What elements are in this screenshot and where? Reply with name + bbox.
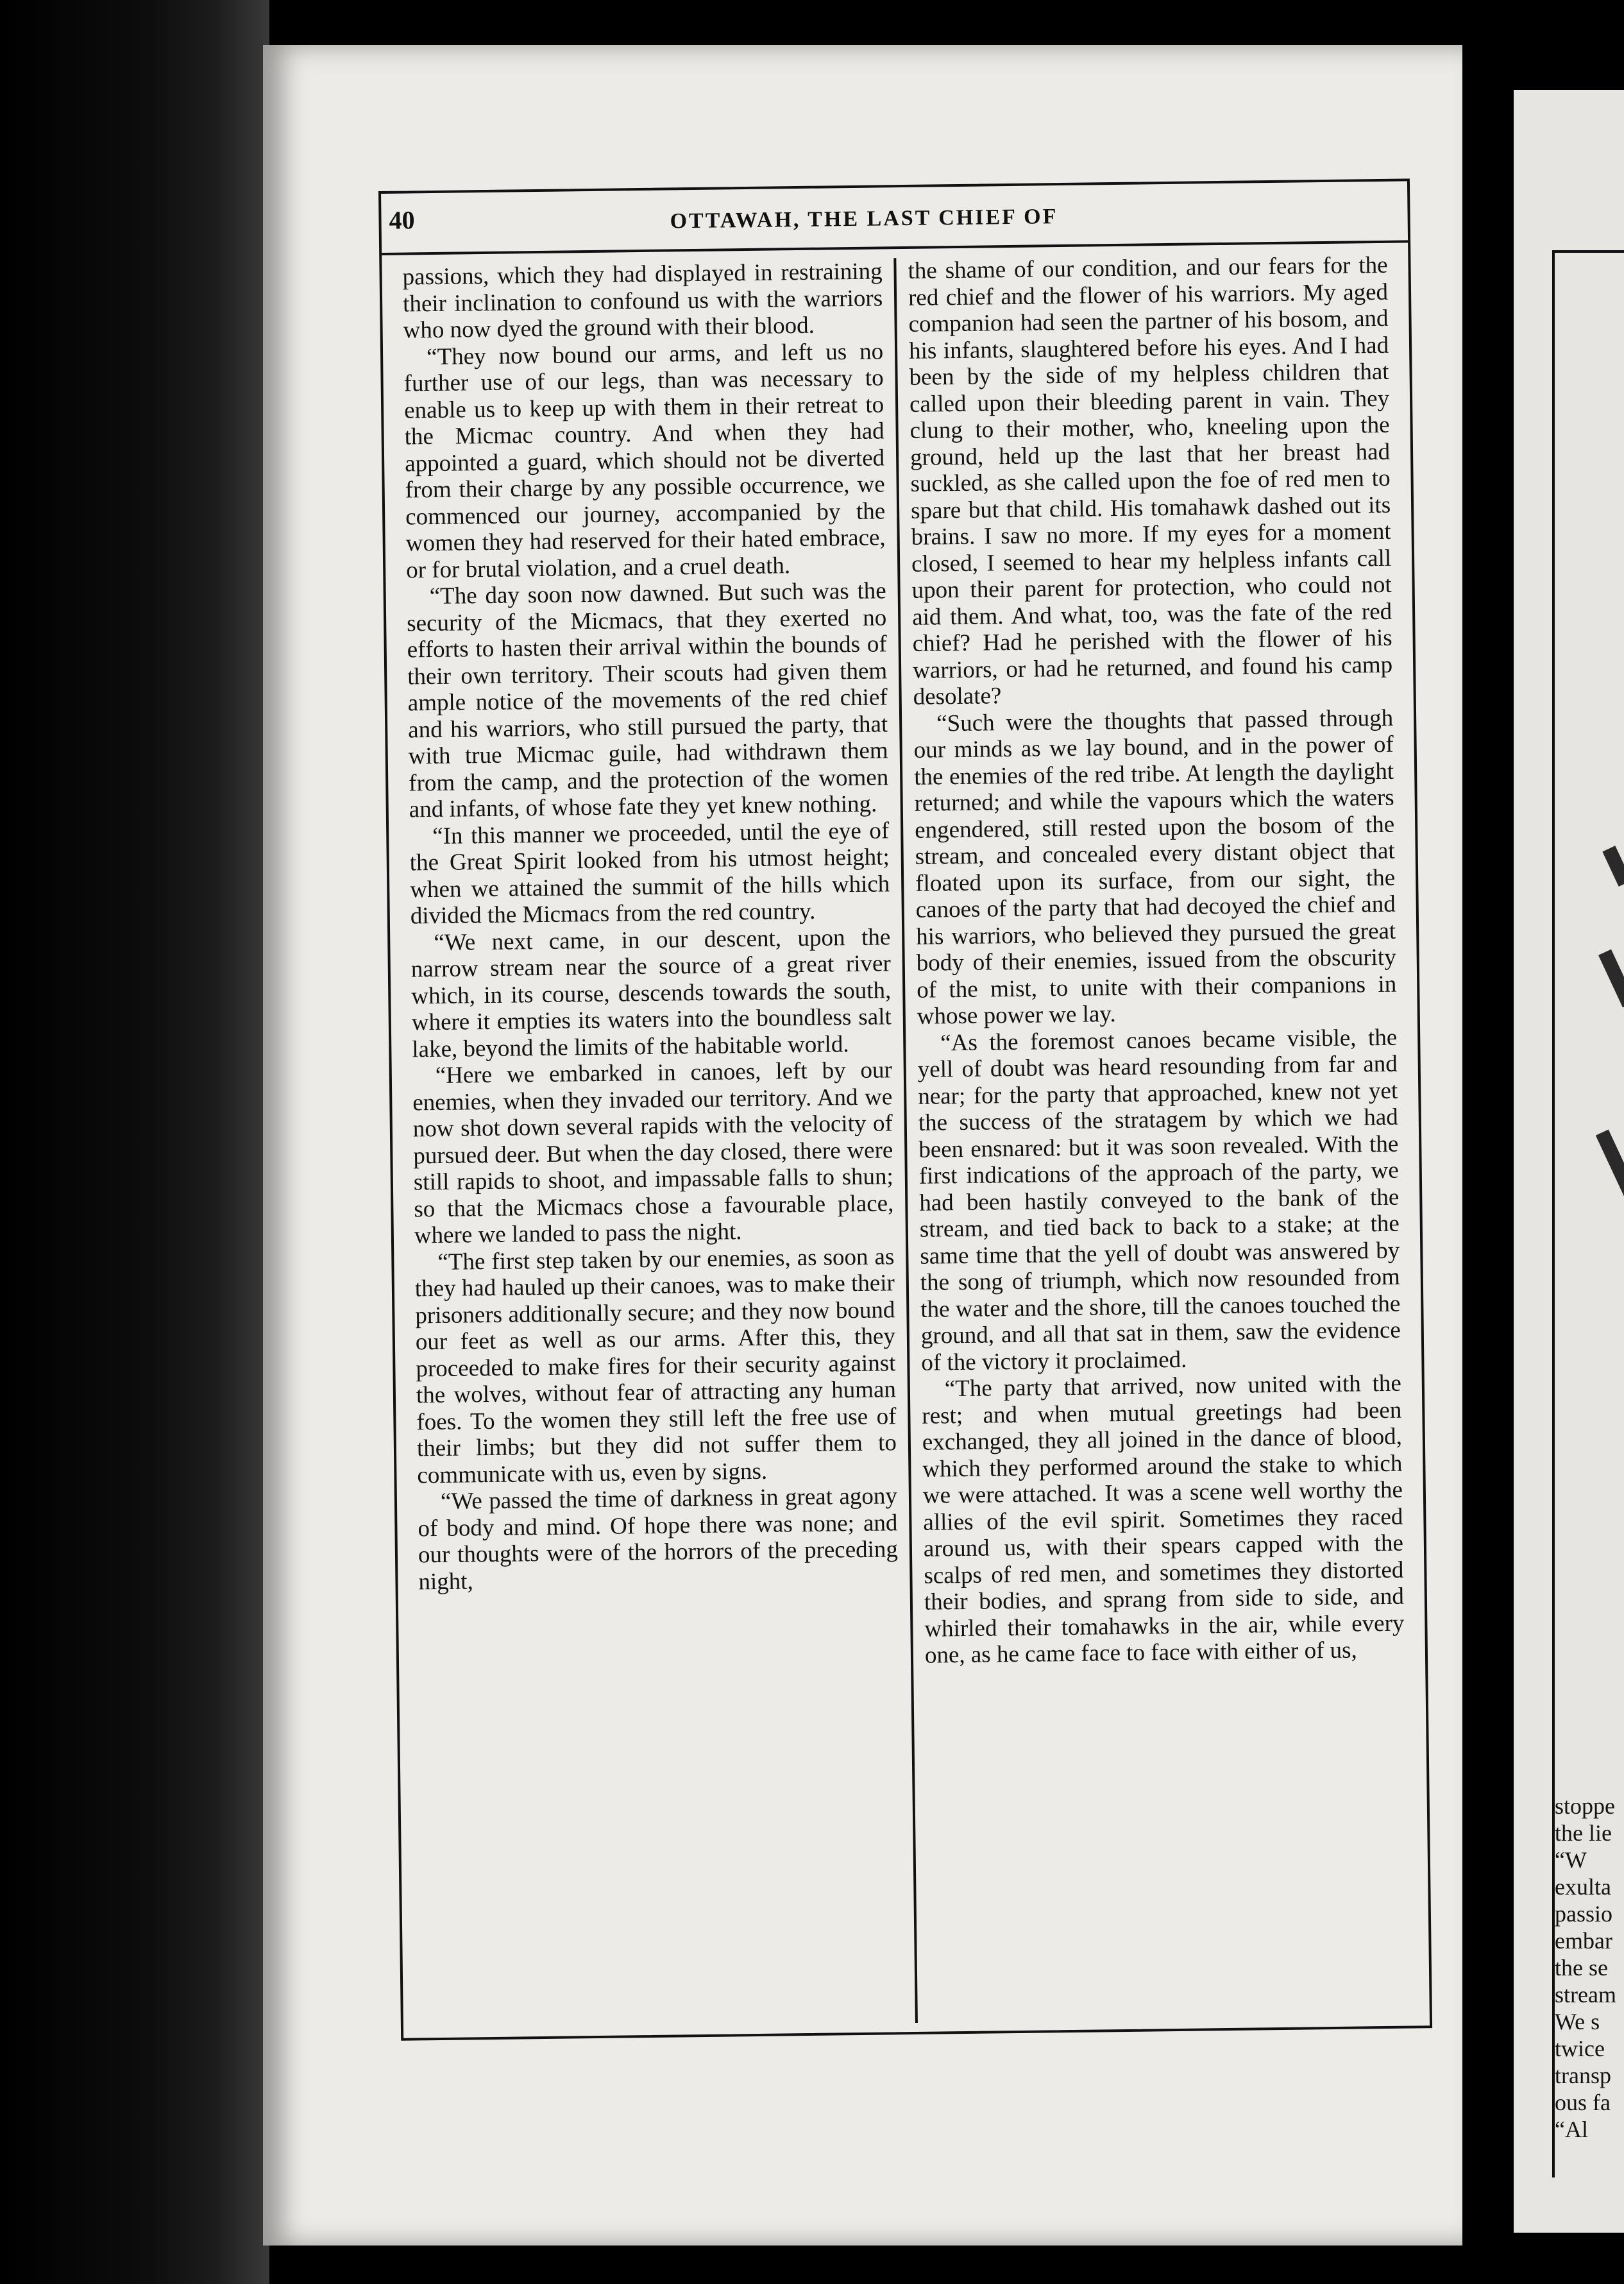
facing-text-fragment: exulta: [1555, 1874, 1611, 1900]
running-head: [381, 181, 1408, 255]
facing-text-fragment: “Al: [1555, 2117, 1588, 2142]
text-frame: [378, 178, 1432, 2040]
right-column: [896, 252, 1421, 2023]
facing-text-fragment: passio: [1555, 1901, 1612, 1927]
paragraph: “The first step taken by our enemies, as soon as they had hauled up their canoes, was to make their prisoners additionally secure; and they now bound our feet as well as our arms. After this, they proceeded to make fires for their security against the wolves, without fear of attracting any human foes. To the women they still left the free use of their limbs; but they did not suffer them to communicate with us, even by signs.: [414, 1243, 897, 1488]
text-columns: [391, 252, 1420, 2029]
facing-text-fragment: embar: [1555, 1928, 1612, 1954]
facing-text-fragment: transp: [1555, 2063, 1611, 2088]
paragraph: “They now bound our arms, and left us no further use of our legs, than was necessary to enable us to keep up with them in their retreat to the Micmac country. And when they had appointed a guard, which should not be diverted from their charge by any possible occurrence, we commenced our journey, accompanied by the women they had reserved for their hated embrace, or for brutal violation, and a cruel death.: [403, 337, 886, 584]
paragraph: “As the foremost canoes became visible, the yell of doubt was heard resounding from far and near; for the party that approached, knew not yet the success of the stratagem by which we had been ensnared: but it was soon revealed. With the first indications of the approach of the party, we had been hastily conveyed to the bank of the stream, and tied back to back to a stake; at the same time that the yell of doubt was answered by the song of triumph, which now resounded from the water and the shore, till the canoes touched the ground, and all that sat in them, saw the evidence of the victory it proclaimed.: [917, 1024, 1401, 1376]
paragraph: “We next came, in our descent, upon the narrow stream near the source of a great river which, in its course, descends towards the south, where it empties its waters into the boundless salt lake, beyond the limits of the habitable world.: [410, 923, 892, 1062]
left-column: [391, 258, 915, 2029]
paragraph: passions, which they had displayed in restraining their inclination to confound us with the warriors who now dyed the ground with their blood.: [402, 258, 883, 344]
facing-text-fragment: stoppe: [1555, 1793, 1615, 1819]
facing-text-fragment: stream: [1555, 1982, 1616, 2007]
facing-text-fragment: We s: [1555, 2009, 1600, 2034]
facing-text-fragment: the se: [1555, 1955, 1608, 1981]
facing-page-edge: [1514, 90, 1624, 2233]
facing-text-fragment: the lie: [1555, 1820, 1612, 1846]
running-title: OTTAWAH, THE LAST CHIEF OF: [670, 205, 1058, 234]
paragraph: “The day soon now dawned. But such was the security of the Micmacs, that they exerted no efforts to hasten their arrival within the bounds of their own territory. Their scouts had given them ample notice of the movements of the red chief and his warriors, who still pursued the party, that with true Micmac guile, had withdrawn them from the camp, and the protection of the women and infants, of whose fate they yet knew nothing.: [406, 577, 889, 823]
paragraph: “In this manner we proceeded, until the eye of the Great Spirit looked from his utmost height; when we attained the summit of the hills which divided the Micmacs from the red country.: [409, 817, 890, 930]
facing-text-fragment: ous fa: [1555, 2090, 1611, 2115]
paragraph: “Here we embarked in canoes, left by our enemies, when they invaded our territory. And we now shot down several rapids with the velocity of pursued deer. But when the day closed, there were still rapids to shoot, and impassable falls to shun; so that the Micmacs chose a favourable place, where we landed to pass the night.: [412, 1057, 894, 1249]
microfilm-edge: [0, 0, 269, 2284]
facing-text-fragment: twice: [1555, 2036, 1605, 2061]
paragraph: “We passed the time of darkness in great agony of body and mind. Of hope there was none; and our thoughts were of the horrors of the preceding night,: [418, 1483, 899, 1595]
paragraph: “Such were the thoughts that passed through our minds as we lay bound, and in the power of the enemies of the red tribe. At length the daylight returned; and while the vapours which the waters engendered, still rested upon the bosom of the stream, and concealed every distant object that floated upon its surface, from our sight, the canoes of the party that had decoyed the chief and his warriors, who believed they pursued the great body of their enemies, issued from the obscurity of the mist, to unite with their companions in whose power we lay.: [913, 704, 1397, 1030]
paragraph: “The party that arrived, now united with the rest; and when mutual greetings had been exchanged, they all joined in the dance of blood, which they performed around the stake to which we were attached. It was a scene well worthy the allies of the evil spirit. Sometimes they raced around us, with their spears capped with the scalps of red men, and sometimes they distorted their bodies, and sprang from side to side, and whirled their tomahawks in the air, while every one, as he came face to face with either of us,: [922, 1370, 1405, 1669]
paragraph: the shame of our condition, and our fears for the red chief and the flower of his warriors. My aged companion had seen the partner of his bosom, and his infants, slaughtered before his eyes. And I had been by the side of my helpless children that called upon their bleeding parent in vain. They clung to their mother, who, kneeling upon the ground, held up the last that her breast had suckled, as she called upon the foe of red men to spare but that child. His tomahawk dashed out its brains. I saw no more. If my eyes for a moment closed, I seemed to hear my helpless infants call upon their parent for protection, who could not aid them. And what, too, was the fate of the red chief? Had he perished with the flower of his warriors, or had he returned, and found his camp desolate?: [908, 251, 1393, 710]
facing-text-fragment: “W: [1555, 1847, 1587, 1873]
page-number: 40: [389, 205, 415, 235]
